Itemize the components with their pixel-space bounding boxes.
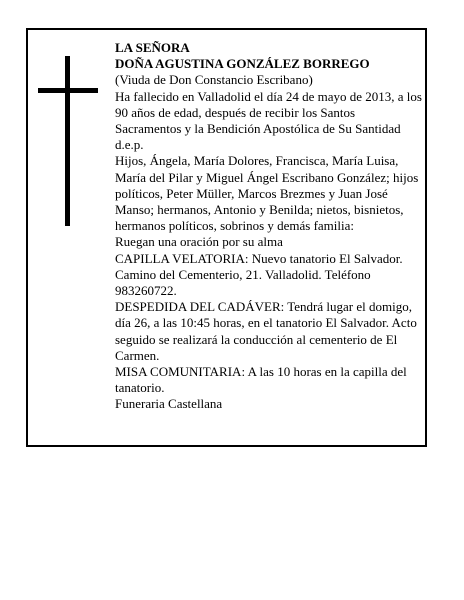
cross-icon xyxy=(38,56,98,226)
farewell-info: DESPEDIDA DEL CADÁVER: Tendrá lugar el domigo, día 26, a las 10:45 horas, en el tanatorio El Salvador. Acto seguido se realizará la conducción al cementerio de El Carmen. xyxy=(115,299,417,363)
family-list: Hijos, Ángela, María Dolores, Francisca, María Luisa, María del Pilar y Miguel Ángel Escribano González; hijos políticos, Peter Müller, Marcos Brezmes y Juan José Manso; hermanos, Antonio y Benilda; nietos, bisnietos, hermanos políticos, sobrinos y demás familia: xyxy=(115,153,419,234)
title-line: LA SEÑORA xyxy=(115,40,190,55)
death-announcement: Ha fallecido en Valladolid el día 24 de mayo de 2013, a los 90 años de edad, después de recibir los Santos Sacramentos y la Bendición Apostólica de Su Santidad xyxy=(115,88,422,137)
cross-horizontal-bar xyxy=(38,88,98,93)
prayer-request: Ruegan una oración por su alma xyxy=(115,234,283,250)
mass-info: MISA COMUNITARIA: A las 10 horas en la capilla del tanatorio. xyxy=(115,364,407,396)
notice-text-block xyxy=(115,40,423,413)
widow-of-line: (Viuda de Don Constancio Escribano) xyxy=(115,72,313,88)
rip-line: d.e.p. xyxy=(115,137,144,153)
deceased-name: DOÑA AGUSTINA GONZÁLEZ BORREGO xyxy=(115,56,370,72)
cross-vertical-bar xyxy=(65,56,70,226)
obituary-notice xyxy=(26,28,427,447)
chapel-info: CAPILLA VELATORIA: Nuevo tanatorio El Salvador. Camino del Cementerio, 21. Valladolid. Teléfono 983260722. xyxy=(115,250,403,299)
funeral-home: Funeraria Castellana xyxy=(115,396,223,412)
